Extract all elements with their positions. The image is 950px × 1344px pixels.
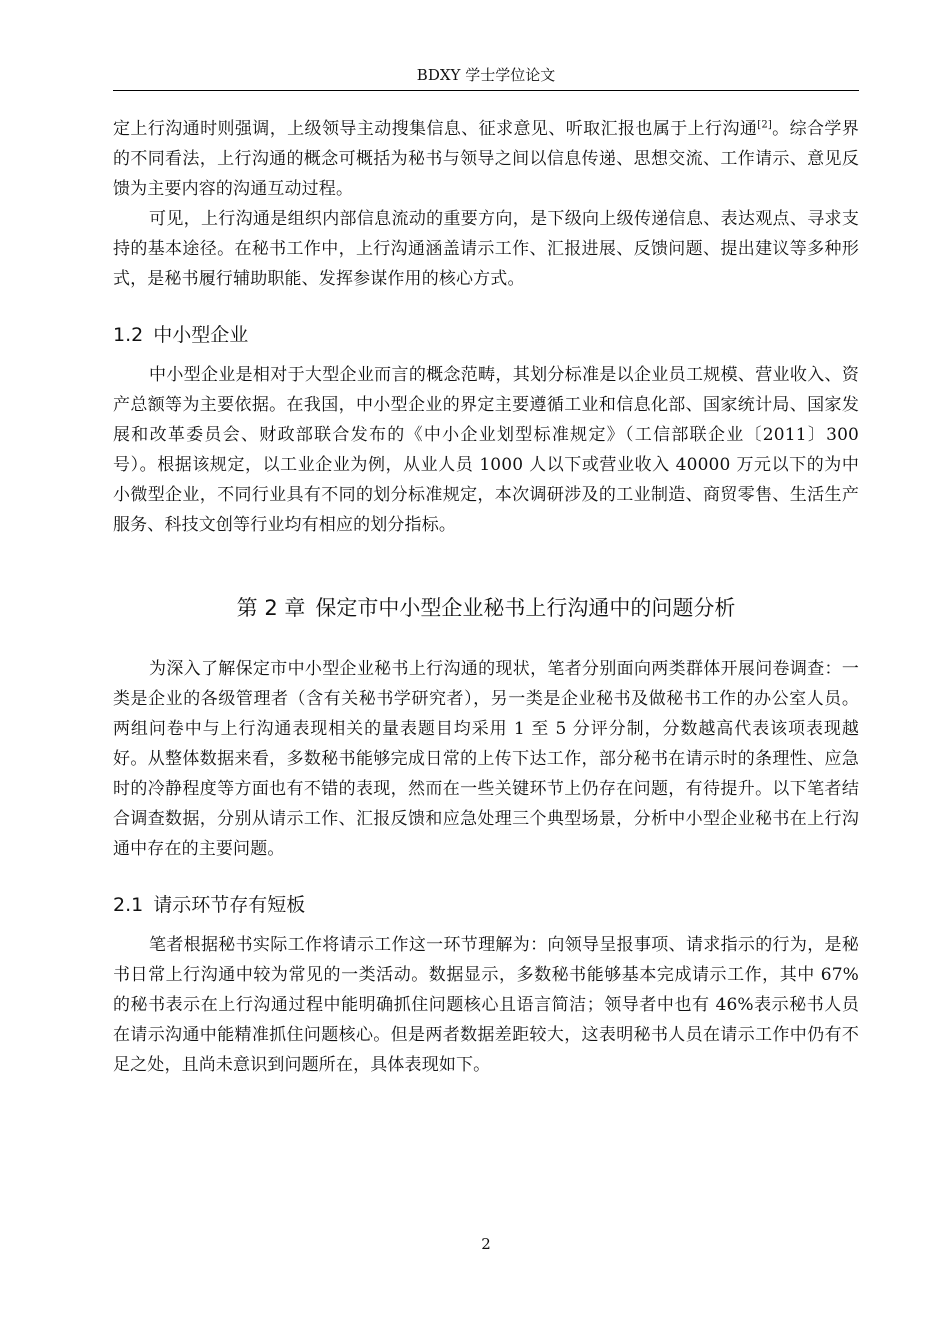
- paragraph-3: 中小型企业是相对于大型企业而言的概念范畴，其划分标准是以企业员工规模、营业收入、资产总额等为主要依据。在我国，中小型企业的界定主要遵循工业和信息化部、国家统计局、国家发展和改革委员会、财政部联合发布的《中小企业划型标准规定》（工信部联企业〔2011〕300 号）。根据该规定，以工业企业为例，从业人员 1000 人以下或营业收入 40000 万元以下的为中小微型企业，不同行业具有不同的划分标准规定，本次调研涉及的工业制造、商贸零售、生活生产服务、科技文创等行业均有相应的划分指标。: [113, 365, 859, 535]
- paragraph-1-text: 定上行沟通时则强调，上级领导主动搜集信息、征求意见、听取汇报也属于上行沟通: [113, 119, 758, 139]
- running-header: BDXY 学士学位论文: [416, 66, 556, 84]
- citation-ref: [2]: [757, 119, 772, 131]
- chapter-heading-2: [113, 592, 859, 624]
- paragraph-4: 为深入了解保定市中小型企业秘书上行沟通的现状，笔者分别面向两类群体开展问卷调查：一类是企业的各级管理者（含有关秘书学研究者），另一类是企业秘书及做秘书工作的办公室人员。两组问卷中与上行沟通表现相关的量表题目均采用 1 至 5 分评分制，分数越高代表该项表现越好。从整体数据来看，多数秘书能够完成日常的上传下达工作，部分秘书在请示时的条理性、应急时的冷静程度等方面也有不错的表现，然而在一些关键环节上仍存在问题，有待提升。以下笔者结合调查数据，分别从请示工作、汇报反馈和应急处理三个典型场景，分析中小型企业秘书在上行沟通中存在的主要问题。: [113, 659, 859, 859]
- section-number: 2.1: [113, 894, 144, 916]
- paragraph-5: 笔者根据秘书实际工作将请示工作这一环节理解为：向领导呈报事项、请求指示的行为，是秘书日常上行沟通中较为常见的一类活动。数据显示，多数秘书能够基本完成请示工作，其中 67%的秘书表示在上行沟通过程中能明确抓住问题核心且语言简洁；领导者中也有 46%表示秘书人员在请示沟通中能精准抓住问题核心。但是两者数据差距较大，这表明秘书人员在请示工作中仍有不足之处，且尚未意识到问题所在，具体表现如下。: [113, 935, 859, 1075]
- chapter-title: 保定市中小型企业秘书上行沟通中的问题分析: [315, 596, 736, 620]
- section-title: 中小型企业: [153, 324, 249, 346]
- paragraph-2: 可见，上行沟通是组织内部信息流动的重要方向，是下级向上级传递信息、表达观点、寻求支持的基本途径。在秘书工作中，上行沟通涵盖请示工作、汇报进展、反馈问题、提出建议等多种形式，是秘书履行辅助职能、发挥参谋作用的核心方式。: [113, 209, 859, 289]
- page-number: 2: [481, 1235, 491, 1253]
- section-title: 请示环节存有短板: [153, 894, 306, 916]
- section-heading-1-2: [113, 320, 859, 350]
- page-content: [113, 114, 859, 1080]
- header-rule: [113, 90, 859, 91]
- chapter-number: 第 2 章: [236, 596, 306, 620]
- paragraph-1: [113, 114, 859, 204]
- paragraph-1-text-end: 。综合学界的不同看法，上行沟通的概念可概括为秘书与领导之间以信息传递、思想交流、工作请示、意见反馈为主要内容的沟通互动过程。: [113, 119, 859, 199]
- section-number: 1.2: [113, 324, 144, 346]
- section-heading-2-1: [113, 890, 859, 920]
